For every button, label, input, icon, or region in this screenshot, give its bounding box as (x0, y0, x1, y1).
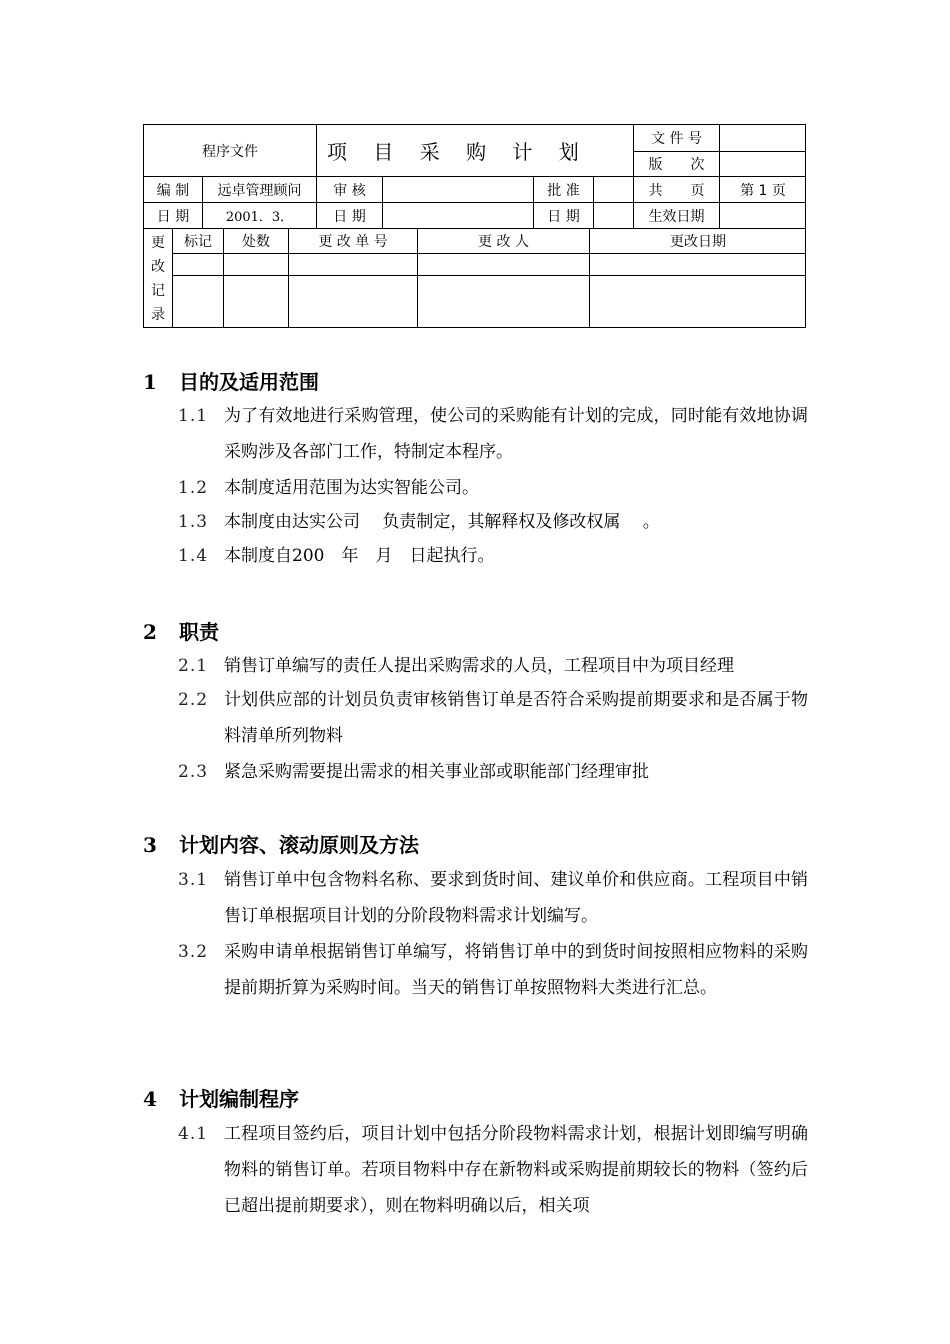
item-number: 4.1 (178, 1124, 209, 1144)
document-header-table (143, 124, 806, 328)
item-text: 本制度由达实公司 负责制定，其解释权及修改权属 。 (224, 512, 660, 532)
section-4-heading (143, 1083, 299, 1112)
change-record-label (144, 229, 172, 328)
item-text: 销售订单编写的责任人提出采购需求的人员，工程项目中为项目经理 (224, 656, 734, 676)
list-item (178, 470, 808, 506)
list-item (178, 398, 808, 470)
date-label: 日 期 (156, 208, 190, 225)
review-date-value (383, 203, 533, 228)
section-title: 计划编制程序 (179, 1087, 299, 1111)
section-number: 1 (143, 370, 157, 394)
item-number: 3.2 (178, 942, 209, 962)
document-title: 项 目 采 购 计 划 (327, 140, 589, 164)
item-text: 紧急采购需要提出需求的相关事业部或职能部门经理审批 (224, 762, 649, 782)
review-value (383, 177, 533, 202)
item-number: 3.1 (178, 870, 209, 890)
date-value: 2001．3． (225, 210, 294, 225)
section-number: 2 (143, 620, 157, 644)
compile-label: 编 制 (156, 182, 190, 199)
item-number: 2.3 (178, 762, 209, 782)
change-record-char: 更 (151, 234, 165, 251)
col-mark: 标记 (184, 234, 212, 250)
file-no-value (720, 125, 806, 151)
file-no-label: 文 件 号 (651, 131, 702, 147)
section-number: 4 (143, 1087, 157, 1111)
version-value (720, 152, 806, 176)
doc-type-label: 程序文件 (202, 143, 258, 160)
list-item (178, 1116, 808, 1224)
list-item (178, 862, 808, 934)
change-record-char: 录 (151, 306, 165, 323)
item-number: 1.3 (178, 512, 209, 532)
item-number: 2.2 (178, 690, 209, 710)
item-text: 为了有效地进行采购管理，使公司的采购能有计划的完成，同时能有效地协调采购涉及各部门工作，特制定本程序。 (224, 406, 808, 462)
col-change-no: 更 改 单 号 (318, 234, 388, 250)
item-number: 1.4 (178, 546, 209, 566)
item-text: 计划供应部的计划员负责审核销售订单是否符合采购提前期要求和是否属于物料清单所列物料 (224, 690, 808, 746)
approve-date-label: 日 期 (547, 208, 580, 225)
list-item (178, 504, 808, 540)
section-2-heading (143, 616, 219, 645)
compile-value: 远卓管理顾问 (217, 182, 302, 199)
change-record-char: 记 (151, 282, 165, 299)
section-title: 职责 (179, 620, 219, 644)
list-item (178, 934, 808, 1006)
list-item (178, 538, 808, 574)
section-1-heading (143, 366, 319, 395)
item-number: 1.1 (178, 406, 209, 426)
pages-label: 共 页 (648, 182, 705, 199)
approve-value (594, 177, 633, 202)
item-number: 1.2 (178, 478, 209, 498)
approve-label: 批 准 (547, 182, 580, 199)
item-number: 2.1 (178, 656, 209, 676)
item-text: 本制度自200 年 月 日起执行。 (224, 546, 495, 566)
page-number: 第 1 页 (740, 182, 786, 199)
item-text: 本制度适用范围为达实智能公司。 (224, 478, 479, 498)
item-text: 工程项目签约后，项目计划中包括分阶段物料需求计划，根据计划即编写明确物料的销售订单。若项目物料中存在新物料或采购提前期较长的物料（签约后已超出提前期要求），则在物料明确以后，相关项 (224, 1124, 808, 1216)
section-number: 3 (143, 833, 157, 857)
section-title: 目的及适用范围 (179, 370, 319, 394)
col-change-date: 更改日期 (670, 234, 726, 250)
approve-date-value (594, 203, 633, 228)
col-count: 处数 (242, 234, 270, 250)
list-item (178, 648, 808, 684)
section-3-heading (143, 829, 419, 858)
list-item (178, 682, 808, 754)
change-record-char: 改 (151, 258, 165, 275)
review-date-label: 日 期 (333, 208, 366, 225)
list-item (178, 754, 808, 790)
effective-date-label: 生效日期 (648, 208, 705, 225)
item-text: 采购申请单根据销售订单编写，将销售订单中的到货时间按照相应物料的采购提前期折算为采购时间。当天的销售订单按照物料大类进行汇总。 (224, 942, 808, 998)
effective-date-value (720, 203, 806, 228)
version-label: 版 次 (648, 157, 705, 173)
review-label: 审 核 (333, 182, 366, 199)
item-text: 销售订单中包含物料名称、要求到货时间、建议单价和供应商。工程项目中销售订单根据项目计划的分阶段物料需求计划编写。 (224, 870, 808, 926)
section-title: 计划内容、滚动原则及方法 (179, 833, 419, 857)
col-changer: 更 改 人 (478, 234, 529, 250)
